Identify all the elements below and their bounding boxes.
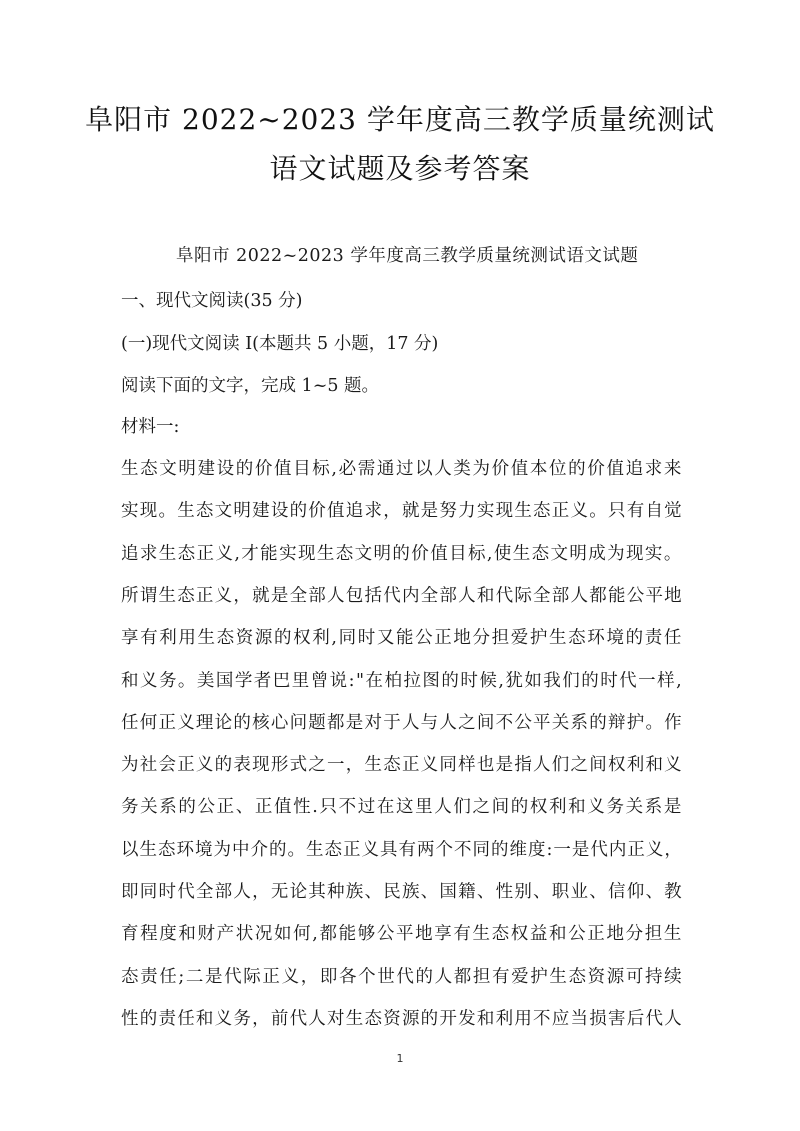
paragraph-line: 即同时代全部人，无论其种族、民族、国籍、性别、职业、信仰、教 (121, 882, 683, 902)
paragraph-line: 所谓生态正义，就是全部人包括代内全部人和代际全部人都能公平地 (121, 585, 683, 606)
paragraph-line: 任何正义理论的核心问题都是对于人与人之间不公平关系的辩护。作 (121, 712, 683, 733)
instruction-text: 阅读下面的文字，完成 1~5 题。 (121, 376, 380, 396)
paragraph-line: 务关系的公正、正值性.只不过在这里人们之间的权利和义务关系是 (121, 797, 683, 818)
paragraph-line: 为社会正义的表现形式之一，生态正义同样也是指人们之间权利和义 (121, 755, 683, 776)
paragraph-line: 实现。生态文明建设的价值追求，就是努力实现生态正义。只有自觉 (121, 501, 683, 522)
material-label: 材料一: (121, 417, 180, 437)
exam-subtitle: 阜阳市 2022~2023 学年度高三教学质量统测试语文试题 (176, 246, 639, 266)
page-number: 1 (396, 1052, 404, 1065)
paragraph-line: 态责任;二是代际正义，即各个世代的人都担有爱护生态资源可持续 (121, 966, 684, 987)
subsection-heading: (一)现代文阅读 I(本题共 5 小题，17 分) (121, 334, 439, 354)
paragraph-line: 以生态环境为中介的。生态正义具有两个不同的维度:一是代内正义， (121, 839, 683, 860)
paragraph-line: 性的责任和义务，前代人对生态资源的开发和利用不应当损害后代人 (121, 1008, 683, 1029)
section-heading: 一、现代文阅读(35 分) (121, 291, 303, 311)
paragraph-line: 生态文明建设的价值目标,必需通过以人类为价值本位的价值追求来 (121, 459, 683, 479)
paragraph-line: 享有利用生态资源的权利,同时又能公正地分担爱护生态环境的责任 (121, 628, 683, 649)
document-title-line2: 语文试题及参考答案 (269, 152, 531, 185)
document-title-line1: 阜阳市 2022~2023 学年度高三教学质量统测试 (85, 103, 715, 136)
paragraph-line: 育程度和财产状况如何,都能够公平地享有生态权益和公正地分担生 (121, 924, 683, 945)
paragraph-line: 和义务。美国学者巴里曾说:"在柏拉图的时候,犹如我们的时代一样, (121, 670, 684, 691)
paragraph-line: 追求生态正义,才能实现生态文明的价值目标,使生态文明成为现实。 (121, 543, 683, 564)
